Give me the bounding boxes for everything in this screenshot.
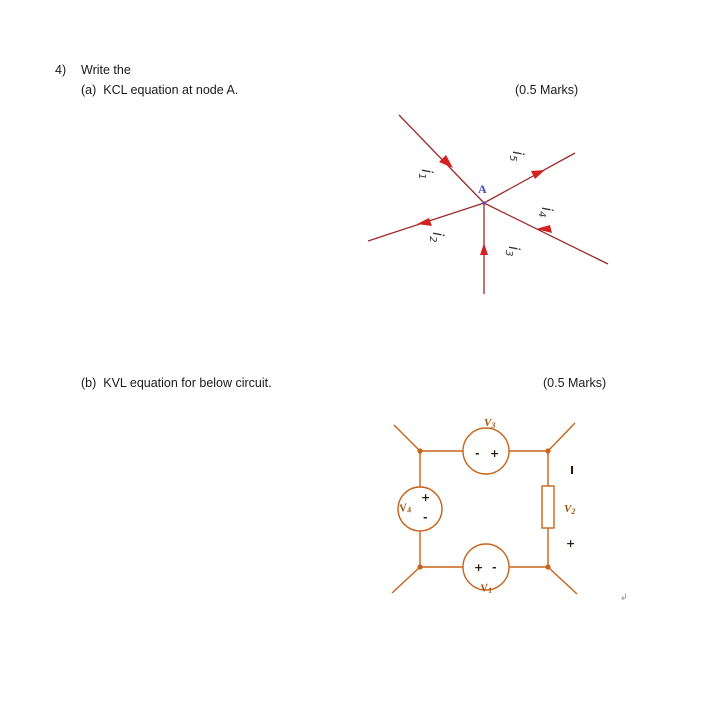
v3-plus: + xyxy=(490,447,500,460)
current-label-i3: $i_3$ xyxy=(503,246,523,257)
kcl-diagram xyxy=(368,115,608,294)
v4-minus: - xyxy=(423,511,428,524)
v2-plus: + xyxy=(566,537,576,550)
label-v1: V1 xyxy=(479,582,493,595)
part-b-text: KVL equation for below circuit. xyxy=(103,376,272,390)
v1-minus: - xyxy=(492,561,497,574)
node-a-label: A xyxy=(478,182,487,196)
v1-plus: + xyxy=(474,561,484,574)
arrow-i1 xyxy=(439,155,453,168)
v3-minus: - xyxy=(475,447,480,460)
lead-top-right xyxy=(548,423,575,451)
label-v4: V4 xyxy=(398,501,412,515)
resistor-v2 xyxy=(542,486,554,528)
v2-minus-bar: I xyxy=(570,464,575,477)
junction-top-right xyxy=(545,448,550,453)
lead-bottom-left xyxy=(392,567,420,593)
part-a-marks: (0.5 Marks) xyxy=(515,83,579,97)
arrow-i5 xyxy=(531,170,545,179)
wire-i5 xyxy=(484,153,575,203)
part-b-marks: (0.5 Marks) xyxy=(543,376,607,390)
lead-bottom-right xyxy=(548,567,577,594)
current-label-i4: $i_4$ xyxy=(536,207,556,218)
junction-top-left xyxy=(417,448,422,453)
junction-bottom-right xyxy=(545,564,550,569)
kvl-diagram xyxy=(392,417,577,596)
part-a-label: (a) xyxy=(81,83,97,97)
wire-i1 xyxy=(399,115,484,203)
label-v2: V2 xyxy=(564,503,576,516)
current-label-i5: $i_5$ xyxy=(507,151,527,162)
current-label-i1: $i_1$ xyxy=(416,169,436,180)
junction-bottom-left xyxy=(417,564,422,569)
v4-plus: + xyxy=(421,491,431,504)
question-title: Write the xyxy=(81,63,131,77)
question-number: 4) xyxy=(55,63,67,77)
part-b-label: (b) xyxy=(81,376,97,390)
arrow-i3 xyxy=(480,243,488,255)
label-v3: V3 xyxy=(484,417,496,430)
part-a-text: KCL equation at node A. xyxy=(103,83,239,97)
node-a-dot xyxy=(482,201,485,204)
source-v3 xyxy=(463,428,509,474)
current-label-i2: $i_2$ xyxy=(427,232,447,243)
paragraph-mark: ↲ xyxy=(620,593,628,603)
lead-top-left xyxy=(394,425,420,451)
